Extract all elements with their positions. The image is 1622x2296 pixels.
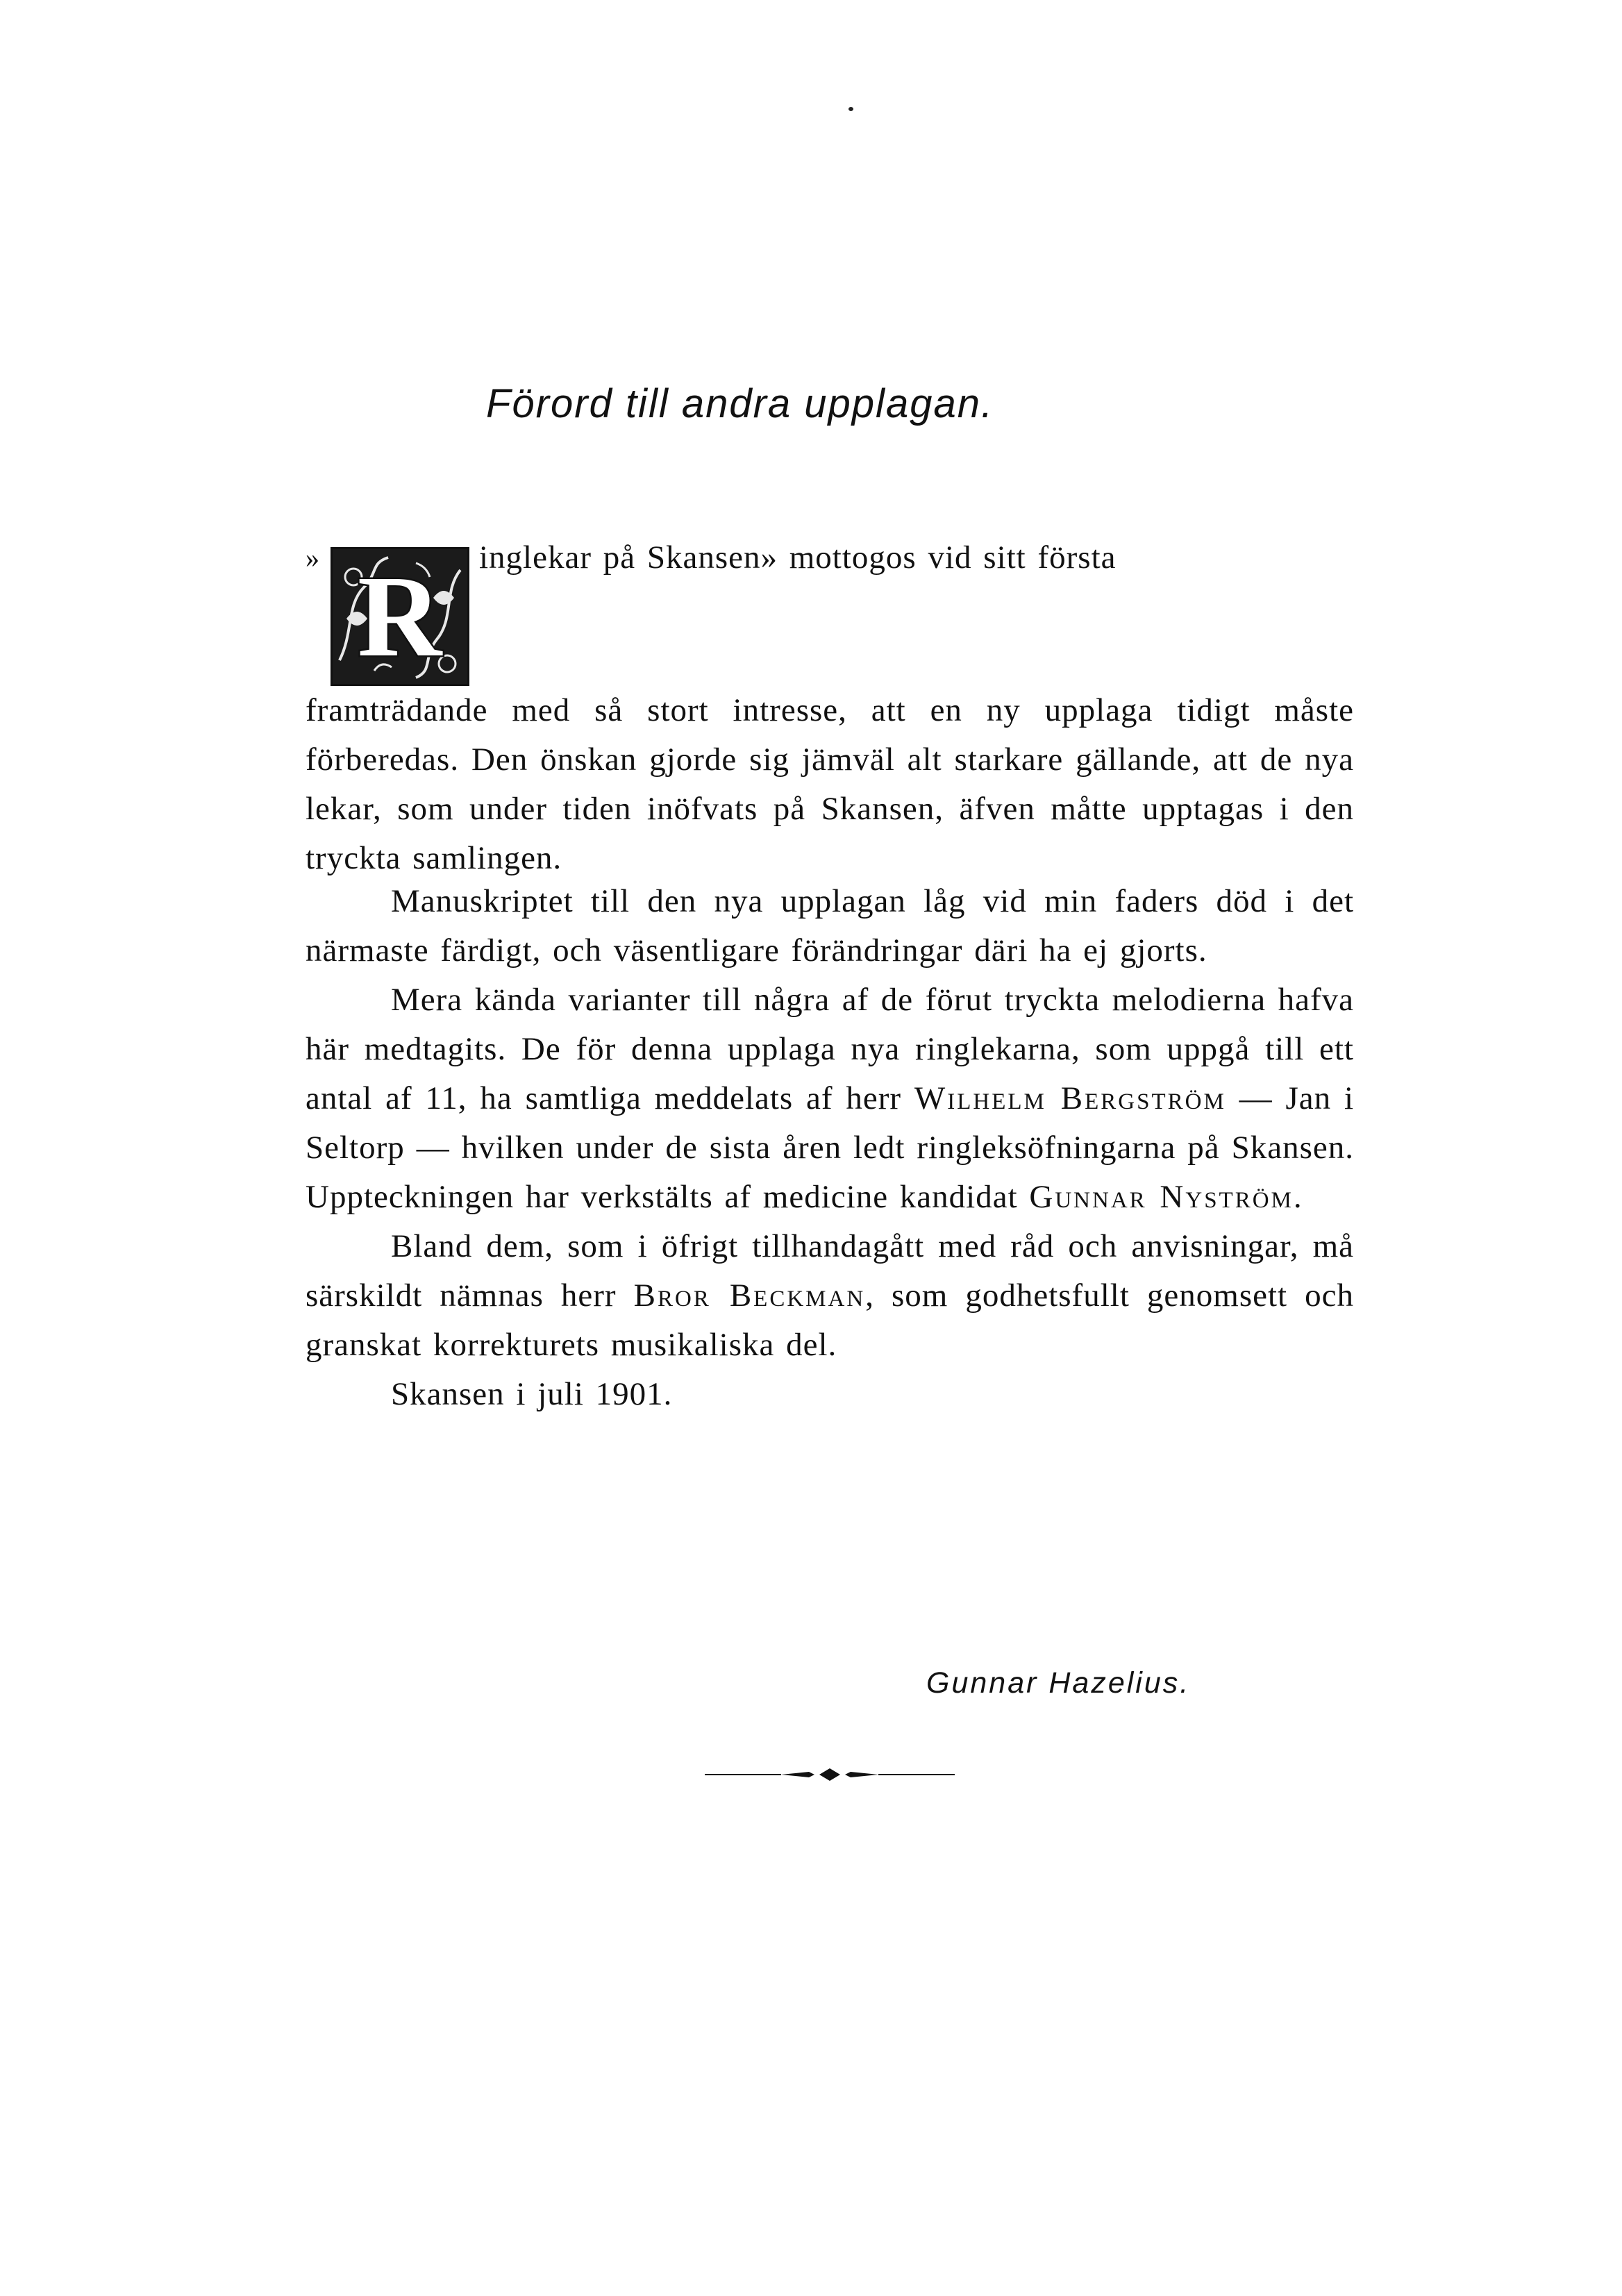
paragraph4-text-a: Bland dem, som i öfrigt tillhandagått med råd och anvisningar, må särskildt nämnas herr	[306, 1228, 1354, 1314]
opening-line	[306, 533, 1354, 686]
paragraph1-rest: framträdande med så stort intresse, att en ny upplaga tidigt måste förberedas. Den önskan gjorde sig jämväl alt starkare gällande, att de nya lekar, som under tiden inöfvats på Skansen, äfven måtte upptagas i den tryckta samlingen.	[306, 692, 1354, 876]
paragraph1-first-line: inglekar på Skansen» mottogos vid sitt första	[479, 539, 1117, 576]
ornamental-initial-icon	[331, 547, 469, 686]
paragraph3-text-b: , ha samtliga meddelats af herr	[458, 1080, 902, 1116]
paragraph-2: Manuskriptet till den nya upplagan låg vid min faders död i det närmaste färdigt, och väsentligare förändringar däri ha ej gjorts.	[306, 883, 1354, 969]
paragraph3-text-d: .	[1293, 1179, 1303, 1215]
first-paragraph	[306, 533, 1354, 883]
paragraph-3	[306, 975, 1354, 1222]
person-name-nystrom: Gunnar Nyström	[1029, 1179, 1294, 1215]
body-text	[306, 877, 1354, 1419]
initial-letter: R	[357, 552, 443, 681]
paragraph3-text-a: Mera kända varianter till några af de förut tryckta melodierna hafva här medtagits. De för denna upplaga nya ringlekarna, som uppgå till ett antal af	[306, 982, 1354, 1116]
paragraph4-text-b: , som godhetsfullt genomsett och granskat korrekturets musikaliska del.	[306, 1277, 1354, 1363]
paragraph3-text-c: — Jan i Seltorp — hvilken under de sista åren ledt ringleksöfningarna på Skansen. Uppteckningen har verkstälts af medicine kandidat	[306, 1080, 1355, 1215]
tailpiece-ornament-icon	[705, 1767, 955, 1782]
page-title: Förord till andra upplagan.	[486, 381, 994, 426]
person-name-beckman: Bror Beckman	[633, 1277, 866, 1314]
ink-speck	[848, 107, 853, 111]
person-name-bergstrom: Wilhelm Bergström	[914, 1080, 1226, 1116]
opening-quote: »	[306, 542, 320, 573]
variant-count: 11	[425, 1080, 458, 1116]
place-date: Skansen i juli 1901.	[391, 1376, 673, 1412]
paragraph-4	[306, 1222, 1354, 1370]
author-signature: Gunnar Hazelius.	[926, 1666, 1191, 1700]
